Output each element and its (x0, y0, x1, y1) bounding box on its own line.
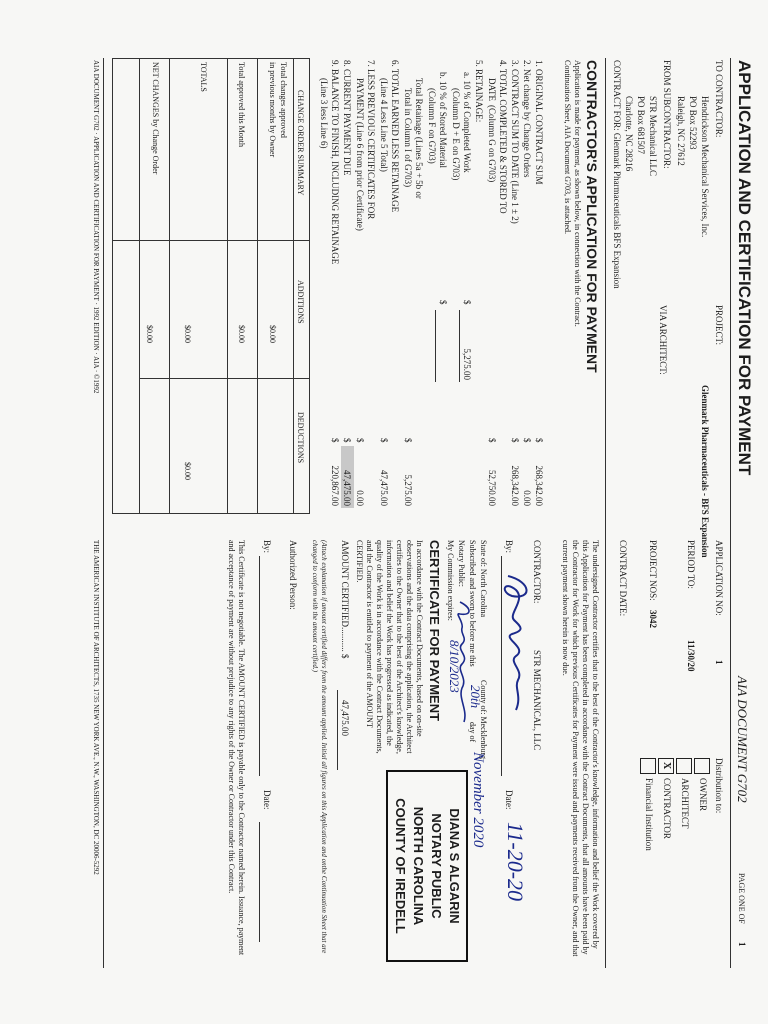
application-heading: CONTRACTOR'S APPLICATION FOR PAYMENT (584, 60, 600, 373)
contractor-certification: The undersigned Contractor certifies that to the best of the Contractor's knowledge, information and belief the Work covered by this Application for Payment has been completed in accordance with the Contract Documents, that all amounts have been paid by the Contractor for Work for which previous Certificates for Payment were issued and payments received from the Owner, and that current payment shown herein is now due. (561, 540, 600, 957)
from-sub-line: STR Mechanical LLC (648, 96, 658, 176)
footer-rule (103, 58, 104, 968)
project-nos-label: PROJECT NOS: (648, 540, 658, 601)
table-row-rule (257, 58, 258, 513)
architect-date-label: Date: (262, 790, 272, 810)
line4-label: DATE (487, 78, 497, 101)
additions-header: ADDITIONS (296, 280, 305, 324)
table-row-rule (139, 58, 140, 513)
footer-right: THE AMERICAN INSTITUTE OF ARCHITECTS, 1735 NEW YORK AVE., N.W., WASHINGTON, DC 20006-5292 (92, 540, 100, 875)
project-name: Glenmark Pharmaceuticals - BFS Expansion (700, 385, 710, 558)
header-rule (730, 58, 731, 968)
dollar-sign: $ (379, 438, 389, 443)
table-col-rule (113, 240, 310, 241)
dollar-sign: $ (462, 300, 472, 305)
row-label: Total changes approved (279, 62, 288, 138)
day-of-label: day of (468, 722, 477, 743)
amount-certified-label: AMOUNT CERTIFIED........... $ (340, 540, 350, 659)
to-contractor-line: Raleigh, NC 27612 (676, 96, 686, 166)
state-label: State of: North Carolina (479, 540, 488, 618)
line3-value: 268,342.00 (510, 465, 520, 506)
dollar-sign: $ (355, 438, 365, 443)
dollar-sign: $ (510, 438, 520, 443)
line5-total: Total Retainage (Lines 5a + 5b or (414, 78, 424, 199)
line6-value: 47,475.00 (379, 470, 389, 506)
row-label: NET CHANGES by Change Order (151, 62, 160, 175)
county-label: County of: Mecklenburg (479, 680, 488, 759)
stamp-line: DIANA S ALGARIN (447, 808, 462, 924)
line7-sub: PAYMENT (Line 6 from prior Certificate) (355, 78, 365, 231)
dollar-sign: $ (487, 438, 497, 443)
application-no: 1 (714, 660, 724, 665)
value-underline (337, 690, 338, 770)
date-value: 11-20-20 (503, 822, 528, 902)
distribution-checkbox[interactable] (694, 758, 710, 774)
row1-additions: $0.00 (268, 325, 277, 343)
line3-label: 3. CONTRACT SUM TO DATE (Line 1 ± 2) (510, 60, 520, 224)
period-to-label: PERIOD TO: (686, 540, 696, 589)
distribution-contractor: CONTRACTOR (662, 778, 672, 839)
application-intro: Application is made for payment, as shown below, in connection with the Contract. (573, 60, 582, 327)
line9-value: 220,867.00 (330, 465, 340, 506)
architect-by-label: By: (262, 540, 272, 554)
application-intro: Continuation Sheet, AIA Document G703, is attached. (563, 60, 572, 234)
subscribed-label: Subscribed and sworn to before me this (468, 540, 477, 667)
project-label: PROJECT: (714, 305, 724, 346)
stamp-line: COUNTY OF IREDELL (393, 798, 408, 934)
distribution-architect: ARCHITECT (680, 778, 690, 829)
line1-value: 268,342.00 (534, 465, 544, 506)
line4-label: (Column G on G703) (487, 105, 497, 183)
by-label: By: (504, 540, 514, 554)
totals-deductions: $0.00 (183, 462, 192, 480)
contract-date-label: CONTRACT DATE: (618, 540, 628, 617)
distribution-owner: OWNER (698, 778, 708, 811)
line5-total-sub: Total in Column I of G703) (403, 88, 413, 188)
distribution-checkbox[interactable]: X (658, 758, 674, 774)
period-to: 11/30/20 (686, 640, 696, 672)
attach-note: (Attach explanation if amount certified differs from the amount applied. Initial all figures on this Application and onthe Continuation Sheet that are changed to conform with the amount certified.) (311, 540, 328, 954)
line7-label: 7. LESS PREVIOUS CERTIFICATES FOR (366, 60, 376, 220)
line4-value: 52,750.00 (487, 470, 497, 506)
to-contractor-line: Hendrickson Mechanical Services, Inc. (700, 96, 710, 238)
via-architect-label: VIA ARCHITECT: (658, 305, 668, 375)
table-row-rule (169, 58, 170, 513)
not-negotiable-note: This Certificate is not negotiable. The AMOUNT CERTIFIED is payable only to the Contractor named herein. Issuance, payment and acceptance of payment are without prejudice to any rights of the Owner or Contractor under this Contract. (227, 540, 246, 956)
from-sub-line: PO Box 681507 (636, 96, 646, 155)
signature-line (259, 556, 260, 776)
line1-label: 1. ORIGINAL CONTRACT SUM (534, 60, 544, 185)
from-sub-label: FROM SUBCONTRACTOR: (662, 60, 672, 169)
commission-value: 8/10/2023 (447, 640, 462, 693)
table-row-rule (293, 58, 294, 513)
distribution-checkbox[interactable] (640, 758, 656, 774)
notary-label: Notary Public: (457, 540, 466, 587)
dollar-sign: $ (342, 438, 352, 443)
line9-sub: (Line 3 less Line 6) (319, 78, 329, 149)
contract-for: CONTRACT FOR: Glenmark Pharmaceuticals BFS Expansion (612, 60, 622, 289)
dollar-sign: $ (522, 438, 532, 443)
line5a-value: 5,275.00 (462, 348, 472, 380)
application-no-label: APPLICATION NO: (714, 540, 724, 616)
row-label: Total approved this Month (237, 62, 246, 147)
line7-value: 0.00 (355, 490, 365, 506)
from-sub-line: Charlotte, NC 28216 (624, 96, 634, 172)
row-label: TOTALS (199, 62, 208, 92)
footer-left: AIA DOCUMENT G702 · APPLICATION AND CERTIFICATION FOR PAYMENT · 1992 EDITION · AIA · ©1992 (92, 60, 100, 394)
date-label: Date: (504, 790, 514, 810)
contractor-label: CONTRACTOR: (532, 540, 542, 604)
dollar-sign: $ (438, 300, 448, 305)
line5a-label: a. 10 % of Completed Work (462, 72, 472, 173)
contractor-name: STR MECHANICAL, LLC (532, 650, 542, 751)
line2-label: 2. Net change by Change Orders (522, 60, 532, 178)
line5b-sub: (Column F on G703) (427, 88, 437, 164)
line6-sub: (Line 4 Less Line 5 Total) (379, 78, 389, 172)
line5a-sub: (Column D + E on G703) (451, 88, 461, 181)
line8-label: 8. CURRENT PAYMENT DUE (342, 60, 352, 176)
stamp-line: NORTH CAROLINA (411, 806, 426, 926)
to-contractor-line: PO Box 52293 (688, 96, 698, 150)
deductions-header: DEDUCTIONS (296, 412, 305, 464)
line6-label: 6. TOTAL EARNED LESS RETAINAGE (390, 60, 400, 213)
page-label: PAGE ONE OF (737, 873, 746, 924)
value-underline (435, 310, 436, 382)
to-contractor-label: TO CONTRACTOR: (714, 60, 724, 138)
form-title: APPLICATION AND CERTIFICATION FOR PAYMENT (735, 60, 754, 476)
distribution-label: Distribution to: (714, 758, 724, 814)
page-total: 1 (737, 942, 747, 947)
dollar-sign: $ (534, 438, 544, 443)
doc-label: AIA DOCUMENT G702 (735, 676, 750, 803)
table-col-rule (140, 378, 310, 379)
value-underline (459, 310, 460, 382)
distribution-checkbox[interactable] (676, 758, 692, 774)
notary-stamp (386, 770, 468, 962)
line8-value: 47,475.00 (342, 470, 352, 506)
amount-certified-value: 47,475.00 (340, 700, 350, 736)
line2-value: 0.00 (522, 490, 532, 506)
commission-label: My Commission expires: (446, 540, 455, 621)
day-value: 20th (468, 685, 483, 709)
signature-line (259, 822, 260, 942)
section-rule (605, 58, 606, 968)
line5-label: 5. RETAINAGE: (474, 60, 484, 123)
table-row-rule (227, 58, 228, 513)
contractor-signature-icon (494, 570, 538, 720)
line9-label: 9. BALANCE TO FINISH, INCLUDING RETAINAGE (330, 60, 340, 265)
month-value: November 2020 (470, 752, 486, 848)
project-nos: 3042 (648, 610, 658, 628)
change-order-heading: CHANGE ORDER SUMMARY (296, 90, 305, 196)
row2-additions: $0.00 (237, 325, 246, 343)
net-value: $0.00 (145, 325, 154, 343)
authorized-label: Authorized Person: (288, 540, 298, 610)
totals-additions: $0.00 (183, 325, 192, 343)
architect-statement: In accordance with the Contract Documents, based on on-site observations and the data comprising the application, the Architect certifies to the Owner that to the best of the Architect's knowledge, information and belief the Work has progressed as indicated, the quality of the Work is in accordance with the Contract Documents, and the Contractor is entitled to payment of the AMOUNT CERTIFIED. (355, 540, 424, 754)
architect-heading: CERTIFICATE FOR PAYMENT (427, 540, 442, 722)
line4-label: 4. TOTAL COMPLETED & STORED TO (498, 60, 508, 214)
dollar-sign: $ (403, 438, 413, 443)
line5-total-value: 5,275.00 (403, 474, 413, 506)
dollar-sign: $ (330, 438, 340, 443)
line5b-label: b. 10 % of Stored Material (438, 72, 448, 168)
row-label: in previous months by Owner (268, 62, 277, 158)
stamp-line: NOTARY PUBLIC (429, 813, 444, 919)
distribution-financial: Financial Institution (644, 778, 654, 851)
